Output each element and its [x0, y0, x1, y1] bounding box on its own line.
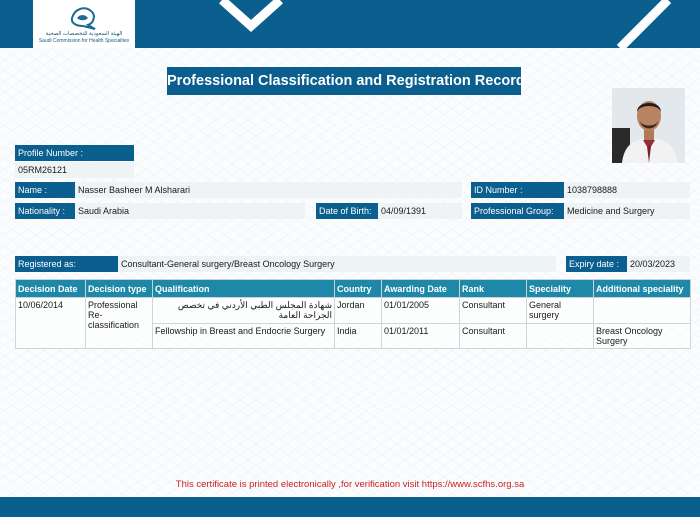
logo — [33, 0, 135, 48]
top-banner — [0, 0, 700, 48]
nationality-value: Saudi Arabia — [75, 203, 305, 219]
column-header: Rank — [460, 280, 527, 298]
table-row — [16, 298, 691, 324]
awarding-date-cell: 01/01/2011 — [382, 324, 460, 349]
column-header: Decision type — [86, 280, 153, 298]
bottom-banner — [0, 497, 700, 517]
expiry-date-value: 20/03/2023 — [627, 256, 690, 272]
verification-note: This certificate is printed electronically ,for verification visit https://www.scfhs.org.sa — [175, 479, 525, 490]
speciality-cell: General surgery — [527, 298, 594, 324]
id-number-value: 1038798888 — [564, 182, 690, 198]
nationality-label: Nationality : — [15, 203, 75, 219]
registered-as-value: Consultant-General surgery/Breast Oncology Surgery — [118, 256, 556, 272]
awarding-date-cell: 01/01/2005 — [382, 298, 460, 324]
id-number-label: ID Number : — [471, 182, 564, 198]
registered-as-label: Registered as: — [15, 256, 118, 272]
logo-english-text: Saudi Commission for Health Specialties — [38, 38, 130, 44]
expiry-date-label: Expiry date : — [566, 256, 627, 272]
name-value: Nasser Basheer M Alsharari — [75, 182, 462, 198]
column-header: Awarding Date — [382, 280, 460, 298]
decision-type-cell: Professional Re-classification — [86, 298, 153, 349]
logo-arabic-text: الهيئة السعودية للتخصصات الصحية — [45, 31, 123, 37]
decision-date-cell: 10/06/2014 — [16, 298, 86, 349]
scfhs-logo-icon — [69, 6, 99, 30]
table-header-row — [16, 280, 691, 298]
qualification-cell: شهادة المجلس الطبي الأردني في تخصص الجراحة العامة — [153, 298, 335, 324]
date-of-birth-label: Date of Birth: — [316, 203, 378, 219]
column-header: Decision Date — [16, 280, 86, 298]
name-label: Name : — [15, 182, 75, 198]
country-cell: India — [335, 324, 382, 349]
professional-group-value: Medicine and Surgery — [564, 203, 690, 219]
country-cell: Jordan — [335, 298, 382, 324]
date-of-birth-value: 04/09/1391 — [378, 203, 462, 219]
decisions-table — [15, 279, 691, 349]
qualification-cell: Fellowship in Breast and Endocrie Surgery — [153, 324, 335, 349]
additional-speciality-cell: Breast Oncology Surgery — [594, 324, 691, 349]
background-pattern — [0, 48, 700, 496]
column-header: Country — [335, 280, 382, 298]
professional-group-label: Professional Group: — [471, 203, 564, 219]
speciality-cell — [527, 324, 594, 349]
profile-number-value: 05RM26121 — [15, 162, 134, 178]
profile-photo — [612, 88, 685, 163]
column-header: Qualification — [153, 280, 335, 298]
additional-speciality-cell — [594, 298, 691, 324]
profile-number-label: Profile Number : — [15, 145, 134, 161]
document-title: Professional Classification and Registration Record — [167, 67, 521, 95]
column-header: Additional speciality — [594, 280, 691, 298]
rank-cell: Consultant — [460, 298, 527, 324]
rank-cell: Consultant — [460, 324, 527, 349]
column-header: Speciality — [527, 280, 594, 298]
